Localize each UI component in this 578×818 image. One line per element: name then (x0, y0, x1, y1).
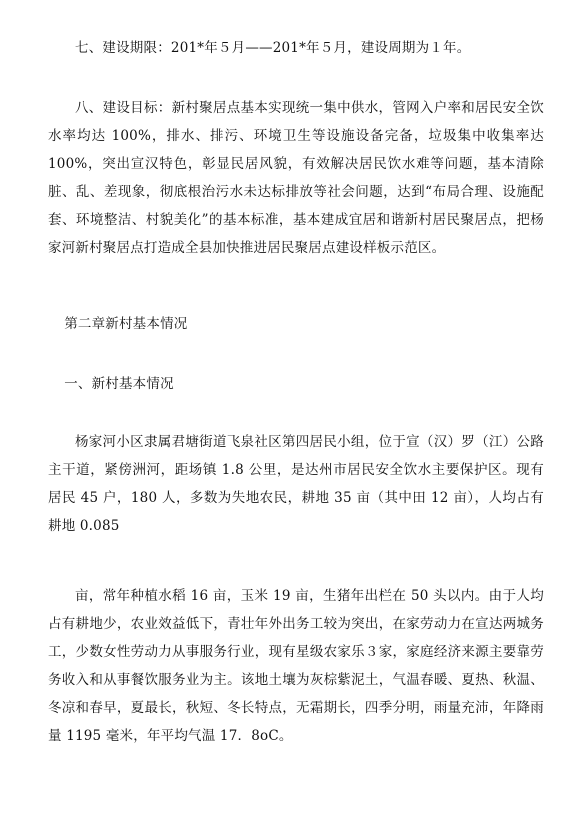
village-basic-paragraph-1: 杨家河小区隶属君塘街道飞泉社区第四居民小组，位于宣（汉）罗（江）公路主干道，紧傍洲河，距场镇 1.8 公里，是达州市居民安全饮水主要保护区。现有居民 45 户，180 人，多数为失地农民，耕地 35 亩（其中田 12 亩），人均占有耕地 0.085 (48, 434, 544, 534)
section-title: 一、新村基本情况 (64, 376, 174, 392)
village-basic-paragraph-2: 亩，常年种植水稻 16 亩，玉米 19 亩，生猪年出栏在 50 头以内。由于人均占有耕地少，农业效益低下，青壮年外出务工较为突出，在家劳动力在宣达两城务工，少数女性劳动力从事服务行业，现有星级农家乐３家，家庭经济来源主要靠劳务收入和从事餐饮服务业为主。该地土壤为灰棕紫泥土，气温春暖、夏热、秋温、冬凉和春早，夏最长，秋短、冬长特点，无霜期长，四季分明，雨量充沛，年降雨量 1195 毫米，年平均气温 17．8oC。 (48, 588, 544, 744)
construction-goal-paragraph: 八、建设目标：新村聚居点基本实现统一集中供水，管网入户率和居民安全饮水率均达 100%，排水、排污、环境卫生等设施设备完备，垃圾集中收集率达 100%，突出宣汉特色，彰显民居风貌，有效解决居民饮水难等问题，基本清除脏、乱、差现象，彻底根治污水未达标排放等社会问题，达到“布局合理、设施配套、环境整洁、村貌美化”的基本标准，基本建成宜居和谐新村居民聚居点，把杨家河新村聚居点打造成全县加快推进居民聚居点建设样板示范区。 (48, 100, 544, 256)
chapter-title: 第二章新村基本情况 (64, 316, 188, 332)
construction-period-paragraph: 七、建设期限：201*年５月——201*年５月，建设周期为１年。 (75, 40, 471, 56)
